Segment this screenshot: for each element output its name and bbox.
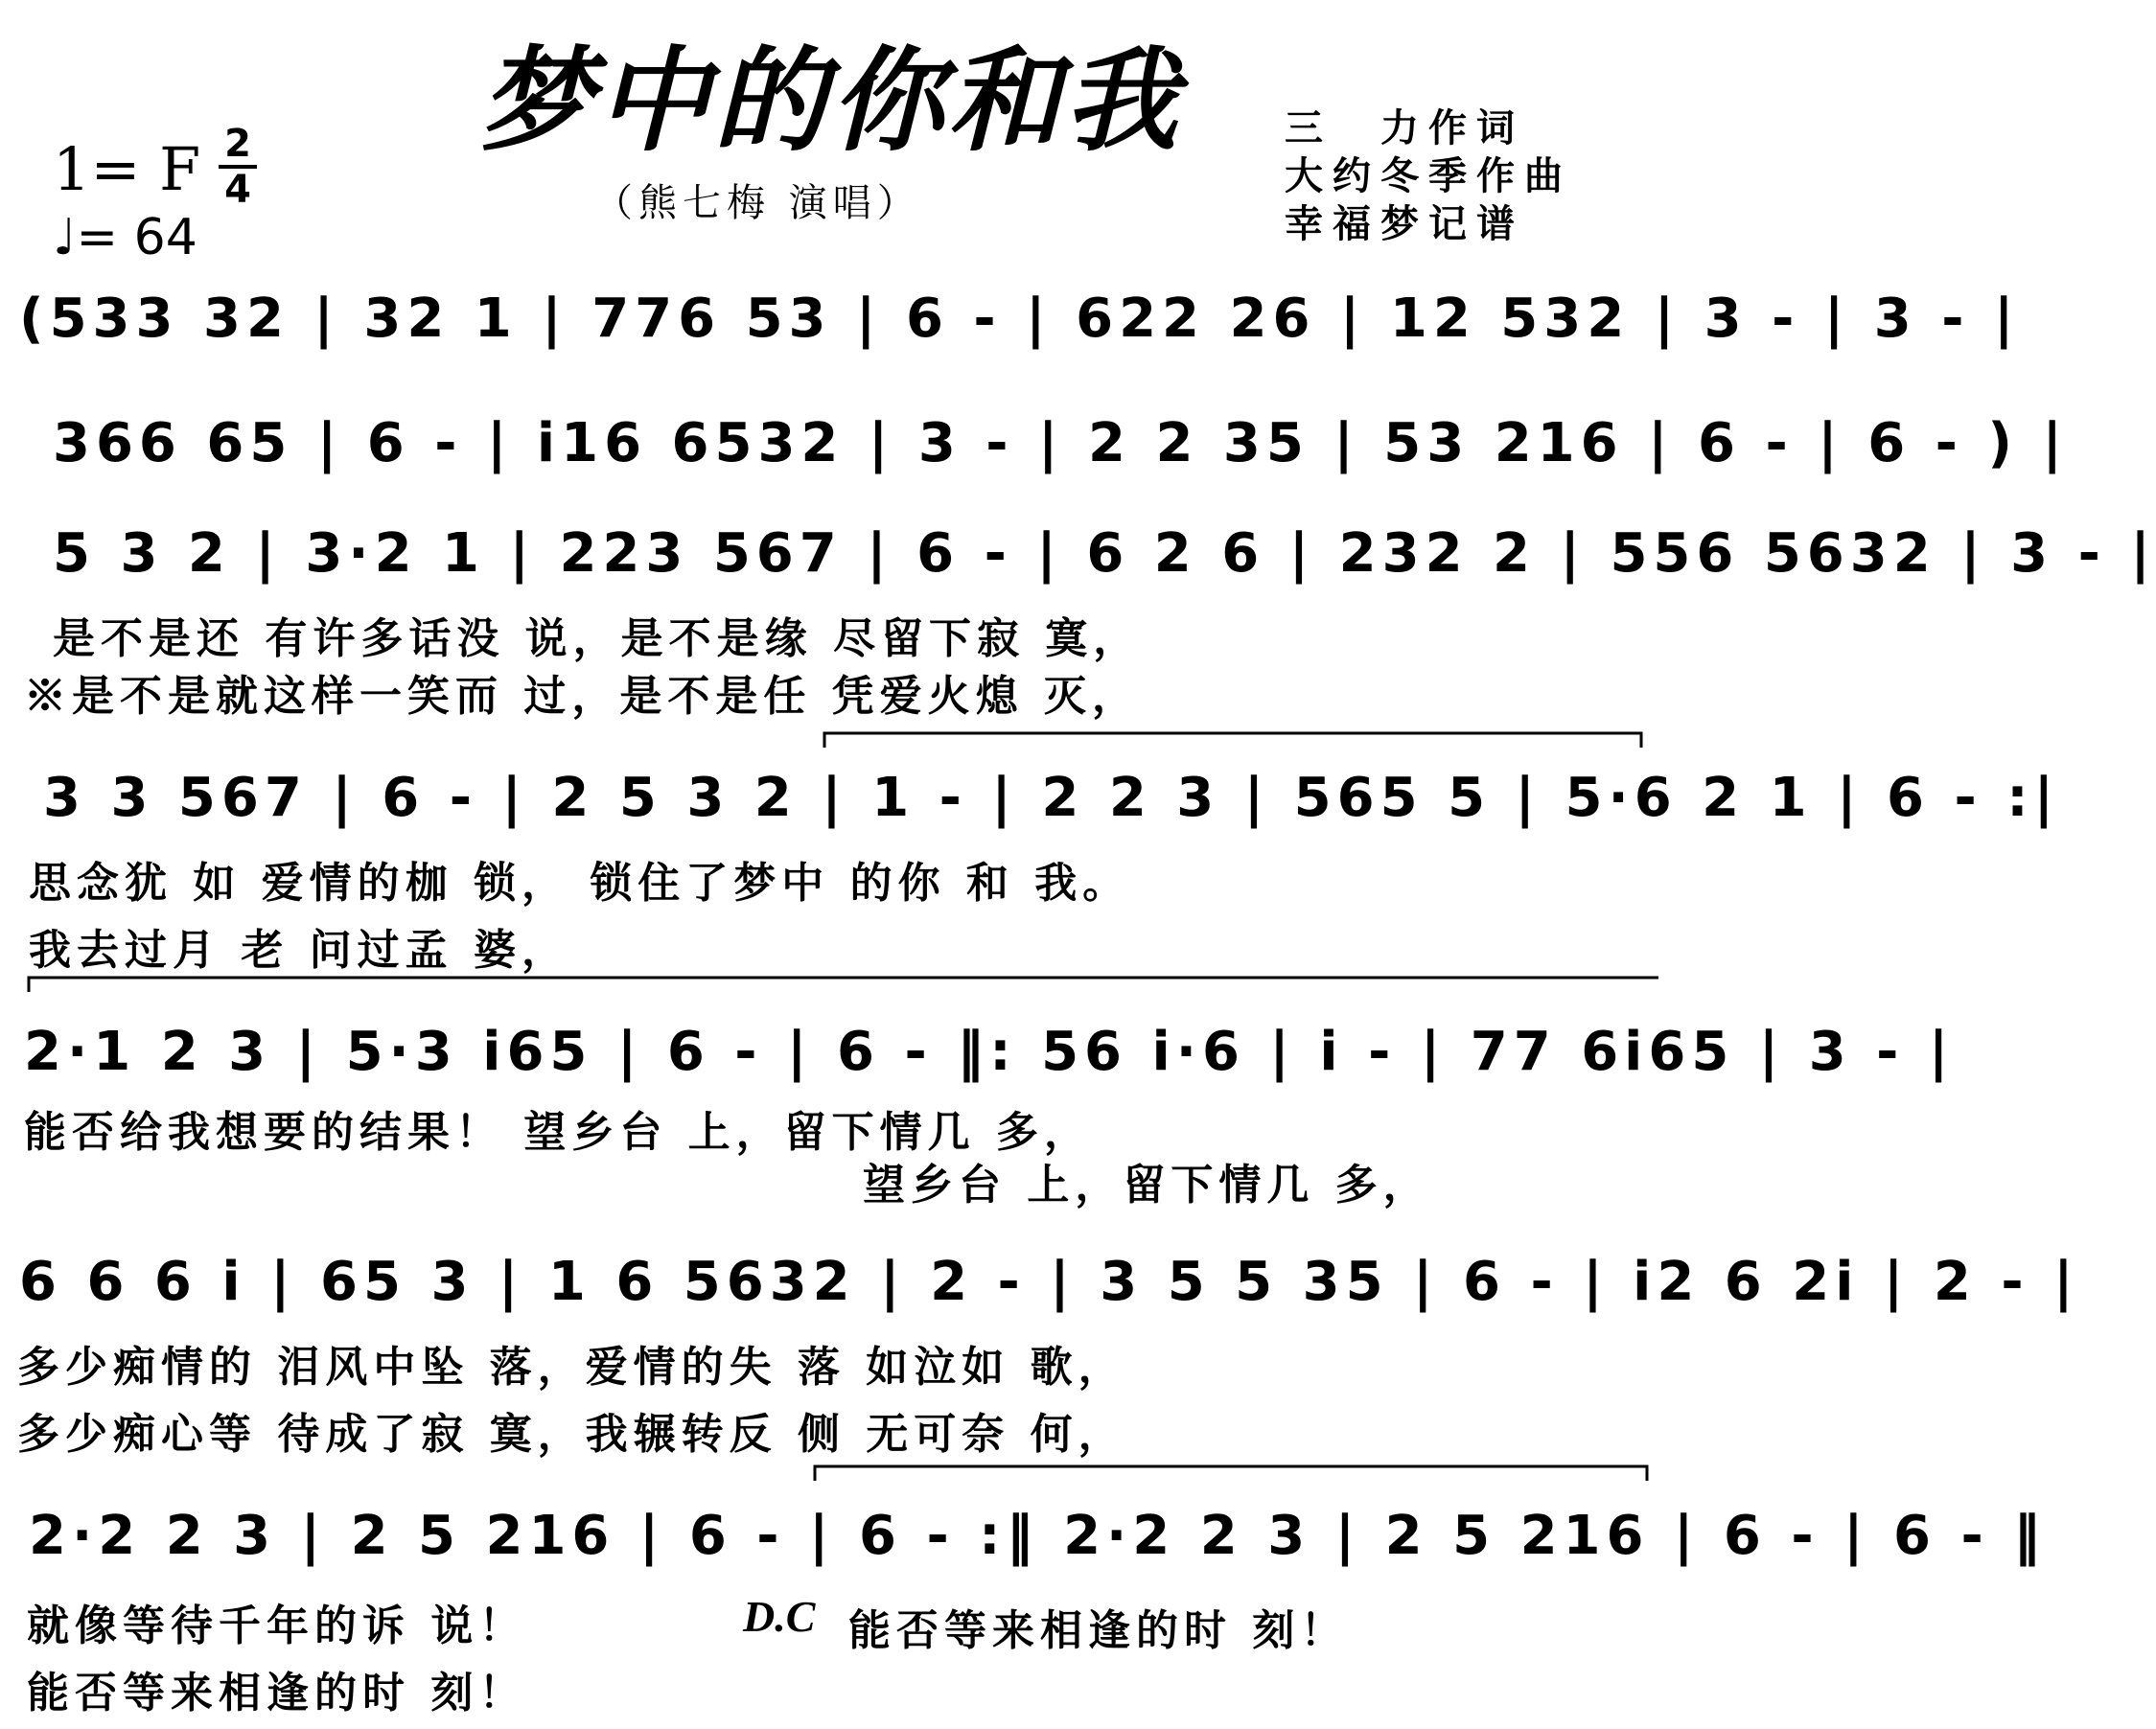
ending-bracket [815, 1466, 1647, 1481]
lyric-row-5-line-2: 望乡台 上，留下情几 多， [863, 1161, 1431, 1210]
lyric-row-5-line-1: 能否给我想要的结果！ 望乡台 上，留下情几 多， [24, 1108, 1092, 1157]
lyricist-credit: 三 力作词 [1285, 106, 1524, 150]
lyric-row-6-line-1: 多少痴情的 泪风中坠 落，爱情的失 落 如泣如 歌， [17, 1343, 1126, 1392]
notation-row-5: 2·1 2 3 | 5·3 i65 | 6 - | 6 - ‖: 56 i·6 | i - | 77 6i65 | 3 - | [24, 1021, 1955, 1083]
lyric-row-7-dc-line: 能否等来相逢的时 刻！ [848, 1606, 1349, 1655]
time-signature-bottom: 4 [219, 165, 257, 211]
key-signature: 1= F [53, 134, 201, 204]
lyric-row-7-line-1: 就像等待千年的诉 说！ [27, 1602, 527, 1650]
lyric-row-3-line-1: 是不是还 有许多话没 说，是不是缘 尽留下寂 寞， [53, 614, 1142, 663]
da-capo-marking: D.C [743, 1592, 816, 1641]
notation-row-2: 366 65 | 6 - | i16 6532 | 3 - | 2 2 35 | 53 216 | 6 - | 6 - ) | [53, 412, 2068, 474]
tempo-marking: ♩= 64 [53, 209, 197, 266]
volta-bracket-1 [824, 733, 1641, 748]
notation-row-7: 2·2 2 3 | 2 5 216 | 6 - | 6 - :‖ 2·2 2 3 | 2 5 216 | 6 - | 6 - ‖ [29, 1505, 2047, 1567]
transcriber-credit: 幸福梦记谱 [1285, 202, 1524, 246]
lyric-row-6-line-2: 多少痴心等 待成了寂 寞，我辗转反 侧 无可奈 何， [17, 1410, 1126, 1459]
notation-row-6: 6 6 6 i | 65 3 | 1 6 5632 | 2 - | 3 5 5 35 | 6 - | i2 6 2i | 2 - | [19, 1251, 2079, 1313]
song-title: 梦中的你和我 [479, 34, 1182, 167]
lyric-row-4-line-2: 我去过月 老 问过孟 婆， [29, 926, 569, 975]
composer-credit: 大约冬季作曲 [1285, 154, 1572, 198]
notation-row-1: (533 32 | 32 1 | 776 53 | 6 - | 622 26 | 12 532 | 3 - | 3 - | [19, 288, 2020, 350]
notation-row-4: 3 3 567 | 6 - | 2 5 3 2 | 1 - | 2 2 3 | 565 5 | 5·6 2 1 | 6 - :| [43, 767, 2060, 829]
singer-credit: （熊七梅 演唱） [594, 181, 921, 225]
notation-row-3: 5 3 2 | 3·2 1 | 223 567 | 6 - | 6 2 6 | 232 2 | 556 5632 | 3 - | [53, 522, 2156, 585]
lyric-row-4-line-1: 思念犹 如 爱情的枷 锁， 锁住了梦中 的你 和 我。 [29, 859, 1131, 908]
lyric-row-7-line-2: 能否等来相逢的时 刻！ [27, 1669, 527, 1717]
lyric-row-3-line-2: ※是不是就这样一笑而 过，是不是任 凭爱火熄 灭， [24, 672, 1140, 721]
volta-bracket-2 [29, 978, 1658, 992]
time-signature-top: 2 [224, 122, 251, 166]
